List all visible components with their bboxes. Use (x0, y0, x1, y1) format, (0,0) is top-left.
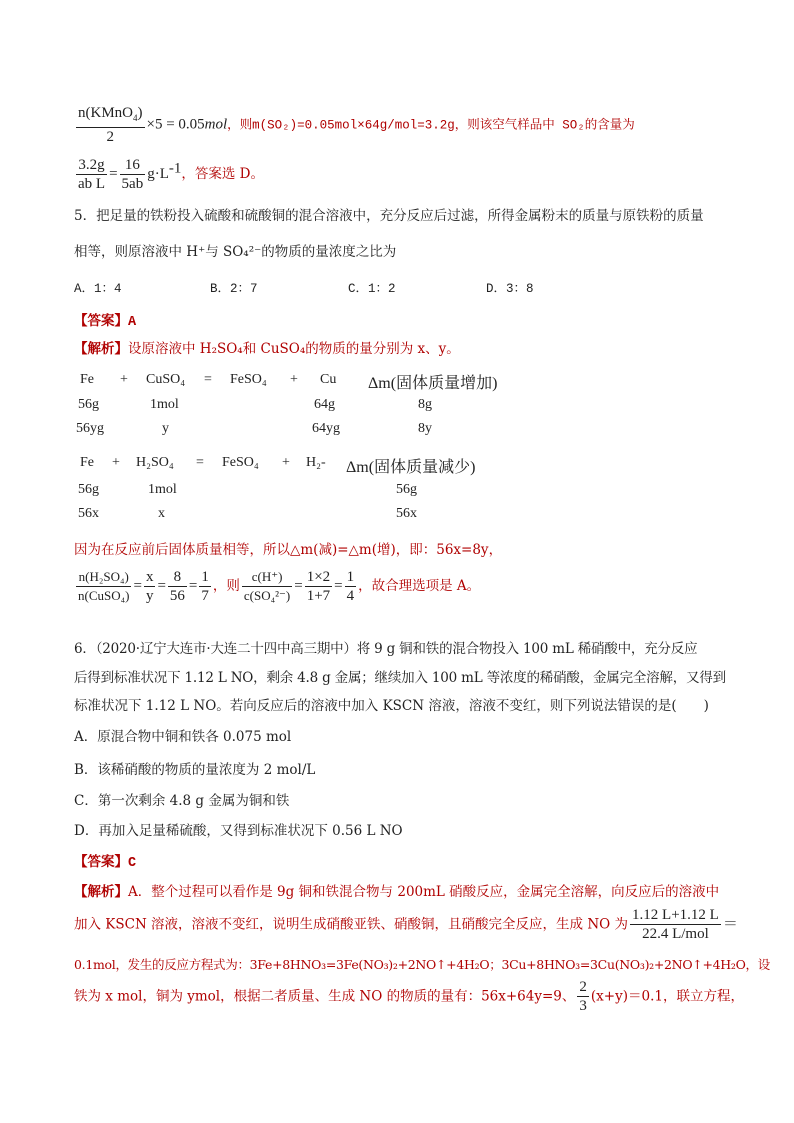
q5-option-a: A．1：4 (74, 282, 122, 296)
q6-option-c: C．第一次剩余 4.8 g 金属为铜和铁 (74, 793, 290, 809)
ratio-line: $\frac{\text{n(H₂SO₄)}}{\text{n(CuSO₄)}}$ = $\frac{x}{y}$ = $\frac{8}{56}$ = $\frac{1}{7}$ ，则 $\frac{c(H^+)}{\text{c(SO₄²⁻)}}$ = $\frac{1\times 2}{1+7}$ = $\frac{1}{4}$ ，故合理选项是 A。 (78, 569, 481, 604)
q5-answer: 【答案】A (74, 313, 137, 330)
q6-analysis-1: 【解析】A．整个过程可以看作是 9g 铜和铁混合物与 200mL 硝酸反应，金属完全溶解，向反应后的溶液中 (74, 884, 720, 900)
q5-analysis: 【解析】设原溶液中 H₂SO₄和 CuSO₄的物质的量分别为 x、y。 (74, 341, 460, 357)
q5-text-1: 5．把足量的铁粉投入硫酸和硫酸铜的混合溶液中，充分反应后过滤，所得金属粉末的质量与原铁粉的质量 (74, 208, 704, 224)
q6-text-2: 后得到标准状况下 1.12 L NO，剩余 4.8 g 金属；继续加入 100 mL 等浓度的稀硝酸，金属完全溶解，又得到 (74, 670, 726, 686)
q5-conclusion: 因为在反应前后固体质量相等，所以△m(减)=△m(增)，即：56x=8y， (74, 542, 503, 558)
q6-answer: 【答案】C (74, 854, 137, 871)
q5-option-c: C．1：2 (348, 282, 396, 296)
q6-analysis-2: 加入 KSCN 溶液，溶液不变红，说明生成硝酸亚铁、硝酸铜，且硝酸完全反应，生成 NO 为 $\frac{1.12 L+1.12 L}{\text{22.4 L/mol}}$ ＝ (74, 907, 738, 942)
q6-option-d: D．再加入足量稀硫酸，又得到标准状况下 0.56 L NO (74, 823, 403, 839)
q6-analysis-4: 铁为 x mol，铜为 ymol，根据二者质量、生成 NO 的物质的量有：56x+64y=9、 $\frac{2}{3}$ (x+y)＝0.1，联立方程， (74, 979, 744, 1014)
q5-option-d: D．3：8 (486, 282, 534, 296)
q5-option-b: B．2：7 (210, 282, 258, 296)
equation-1: Fe + CuSO₄ = FeSO₄ + Cu Δm(固体质量增加) 56g 1mol 64g 8g 56yg y 64yg 8y (76, 372, 498, 436)
q6-option-b: B．该稀硝酸的物质的量浓度为 2 mol/L (74, 762, 316, 778)
equation-2: Fe + H₂SO₄ = FeSO₄ + H₂- Δm(固体质量减少) 56g 1mol 56g 56x x 56x (78, 455, 476, 521)
q6-text-1: 6．（2020·辽宁大连市·大连二十四中高三期中）将 9 g 铜和铁的混合物投入 100 mL 稀硝酸中，充分反应 (74, 641, 698, 657)
q6-analysis-3: 0.1mol，发生的反应方程式为：3Fe+8HNO₃=3Fe(NO₃)₂+2NO↑+4H₂O；3Cu+8HNO₃=3Cu(NO₃)₂+2NO↑+4H₂O，设 (74, 957, 770, 972)
so2-mass-text: ，则m(SO₂)=0.05mol×64g/mol=3.2g，则该空气样品中 SO₂的含量为 (227, 118, 635, 133)
q5-text-2: 相等，则原溶液中 H⁺与 SO₄²⁻的物质的量浓度之比为 (74, 244, 397, 260)
kmno4-fraction: $\frac{n(KMnO_4)}{2}$ (78, 105, 143, 145)
concentration-line: $\frac{3.2g}{\text{ab L}}$ = $\frac{16}{5ab}$ $g\cdot L^{-1}$，答案选 D。 (78, 157, 265, 192)
q6-text-3: 标准状况下 1.12 L NO。若向反应后的溶液中加入 KSCN 溶液，溶液不变红，则下列说法错误的是( ) (74, 698, 709, 714)
kmno4-line: $\frac{n(KMnO_4)}{2}$ ×5 = 0.05mol，则m(SO₂)=0.05mol×64g/mol=3.2g，则该空气样品中 SO₂的含量为 (78, 105, 635, 145)
answer-d-text: ，答案选 D。 (181, 166, 265, 182)
q6-option-a: A．原混合物中铜和铁各 0.075 mol (74, 729, 292, 745)
